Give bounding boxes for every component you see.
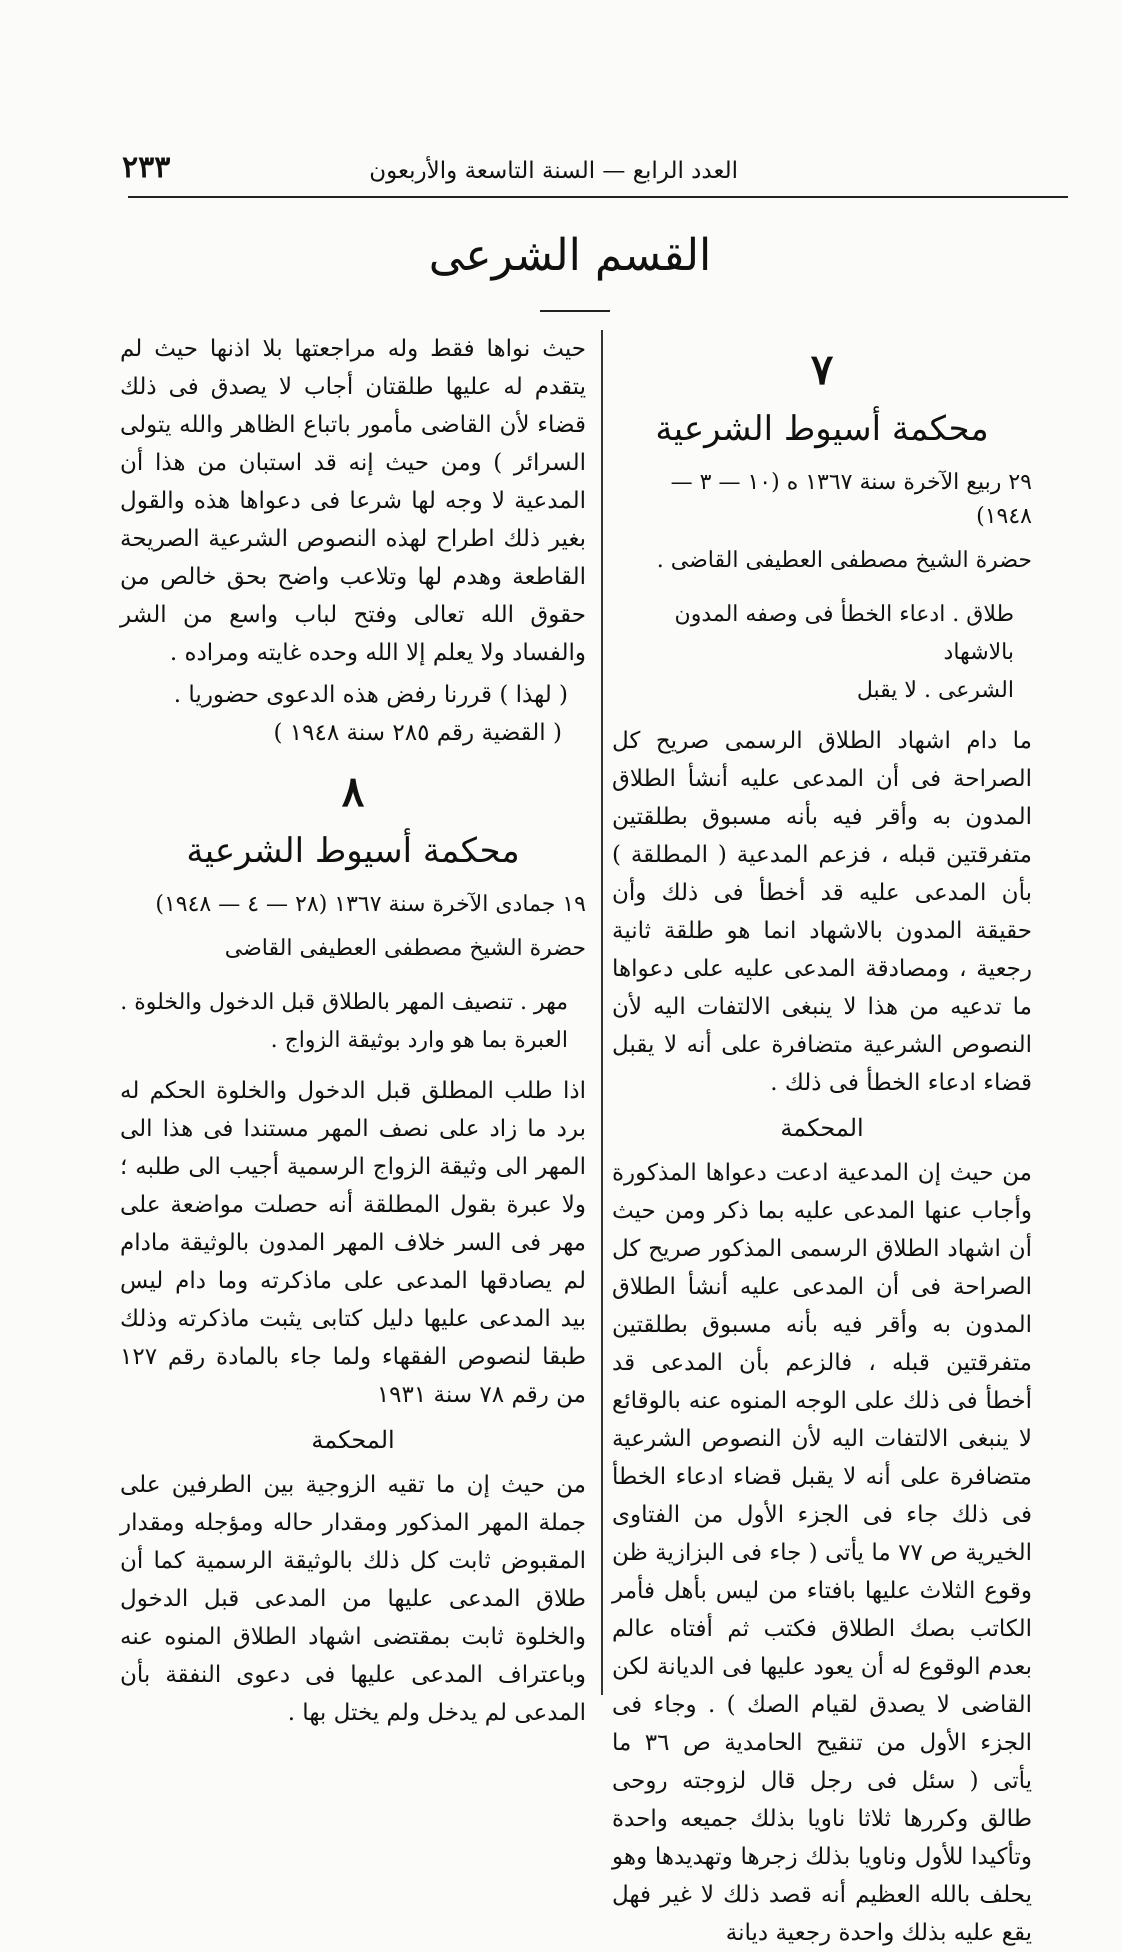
- header-rule: [128, 196, 1068, 198]
- summary-line: طلاق . ادعاء الخطأ فى وصفه المدون بالاشهاد: [674, 602, 1014, 665]
- section-title: القسم الشرعى: [428, 230, 712, 281]
- summary-line: الشرعى . لا يقبل: [856, 678, 1014, 703]
- case-number: ٧: [810, 345, 834, 394]
- section-underline: [540, 310, 610, 312]
- ruling-heading: المحكمة: [311, 1426, 395, 1454]
- verdict: ( لهذا ) قررنا رفض هذه الدعوى حضوريا .: [173, 682, 568, 708]
- summary-line: مهر . تنصيف المهر بالطلاق قبل الدخول والخلوة .: [120, 990, 568, 1015]
- court-name: محكمة أسيوط الشرعية: [655, 409, 989, 449]
- left-column: [120, 330, 586, 1732]
- case-date: ٢٩ ربيع الآخرة سنة ١٣٦٧ ه (١٠ — ٣ — ١٩٤٨): [670, 470, 1032, 529]
- page-number: ٢٣٣: [122, 150, 171, 185]
- issue-line: العدد الرابع — السنة التاسعة والأربعون: [369, 158, 738, 184]
- summary-line: العبرة بما هو وارد بوثيقة الزواج .: [270, 1028, 568, 1053]
- column-divider: [601, 330, 603, 1695]
- continuation-text: حيث نواها فقط وله مراجعتها بلا اذنها حيث لم يتقدم له عليها طلقتان أجاب لا يصدق فى ذلك قضاء لأن القاضى مأمور باتباع الظاهر والله يتولى السرائر ) ومن حيث إنه قد استبان من هذا أن المدعية لا وجه لها شرعا فى دعواها هذه والقول بغير ذلك اطراح لهذه النصوص الشرعية الصريحة القاطعة وهدم لها وتلاعب واضح بحق خالص من حقوق الله تعالى وفتح لباب واسع من الشر والفساد ولا يعلم إلا الله وحده غايته ومراده .: [120, 336, 586, 666]
- case-principle: ما دام اشهاد الطلاق الرسمى صريح كل الصراحة فى أن المدعى عليه أنشأ الطلاق المدون به وأقر فيه بأنه مسبوق بطلقتين متفرقتين قبله ، فزعم المدعية ( المطلقة ) بأن المدعى عليه قد أخطأ فى ذلك وأن حقيقة المدون بالاشهاد انما هو طلقة ثانية رجعية ، ومصادقة المدعى عليه على دعواها ما تدعيه من هذا لا ينبغى الالتفات اليه لأن النصوص الشرعية متضافرة على أنه لا يقبل قضاء ادعاء الخطأ فى ذلك .: [612, 728, 1032, 1096]
- case-summary: [120, 984, 586, 1060]
- page-header: [122, 150, 1068, 190]
- case-summary: [612, 596, 1032, 710]
- case-number: ٨: [341, 767, 365, 816]
- judge-name: حضرة الشيخ مصطفى العطيفى القاضى .: [656, 548, 1032, 573]
- judge-name: حضرة الشيخ مصطفى العطيفى القاضى: [224, 936, 586, 961]
- case-reference: ( القضية رقم ٢٨٥ سنة ١٩٤٨ ): [273, 720, 562, 746]
- case-date: ١٩ جمادى الآخرة سنة ١٣٦٧ (٢٨ — ٤ — ١٩٤٨): [155, 892, 586, 917]
- ruling-text: من حيث إن ما تقيه الزوجية بين الطرفين على جملة المهر المذكور ومقدار حاله ومؤجله ومقدار المقبوض ثابت كل ذلك بالوثيقة الرسمية كما أن طلاق المدعى عليها من المدعى قبل الدخول والخلوة ثابت بمقتضى اشهاد الطلاق المنوه عنه وباعتراف المدعى عليها فى دعوى النفقة بأن المدعى لم يدخل ولم يختل بها .: [120, 1472, 586, 1726]
- ruling-text: من حيث إن المدعية ادعت دعواها المذكورة وأجاب عنها المدعى عليه بما ذكر ومن حيث أن اشهاد الطلاق الرسمى المذكور صريح كل الصراحة فى أن المدعى عليه أنشأ الطلاق المدون به وأقر فيه بأنه مسبوق بطلقتين متفرقتين قبله ، فالزعم بأن المدعى قد أخطأ فى ذلك على الوجه المنوه عنه بالوقائع لا ينبغى الالتفات اليه لأن النصوص الشرعية متضافرة على أنه لا يقبل قضاء ادعاء الخطأ فى ذلك جاء فى الجزء الأول من الفتاوى الخيرية ص ٧٧ ما يأتى ( جاء فى البزازية ظن وقوع الثلاث عليها بافتاء من ليس بأهل فأمر الكاتب بصك الطلاق فكتب ثم أفتاه عالم بعدم الوقوع له أن يعود عليها فى الديانة لكن القاضى لا يصدق لقيام الصك ) . وجاء فى الجزء الأول من تنقيح الحامدية ص ٣٦ ما يأتى ( سئل فى رجل قال لزوجته روحى طالق وكررها ثلاثا ناويا بذلك جميعه واحدة وتأكيدا للأول وناويا بذلك زجرها وتهديدها وهو يحلف بالله العظيم أنه قصد ذلك لا غير فهل يقع عليه بذلك واحدة رجعية ديانة: [612, 1160, 1033, 1946]
- case-principle: اذا طلب المطلق قبل الدخول والخلوة الحكم له برد ما زاد على نصف المهر مستندا فى هذا الى المهر الى وثيقة الزواج الرسمية أجيب الى طلبه ؛ ولا عبرة بقول المطلقة أنه حصلت مواضعة على مهر فى السر خلاف المهر المدون بالوثيقة مادام لم يصادقها المدعى على ماذكرته وما دام ليس بيد المدعى عليها دليل كتابى يثبت ماذكرته وذلك طبقا لنصوص الفقهاء ولما جاء بالمادة رقم ١٢٧ من رقم ٧٨ سنة ١٩٣١: [120, 1078, 586, 1408]
- ruling-heading: المحكمة: [780, 1114, 864, 1142]
- court-name: محكمة أسيوط الشرعية: [186, 831, 520, 871]
- right-column: [612, 330, 1032, 1952]
